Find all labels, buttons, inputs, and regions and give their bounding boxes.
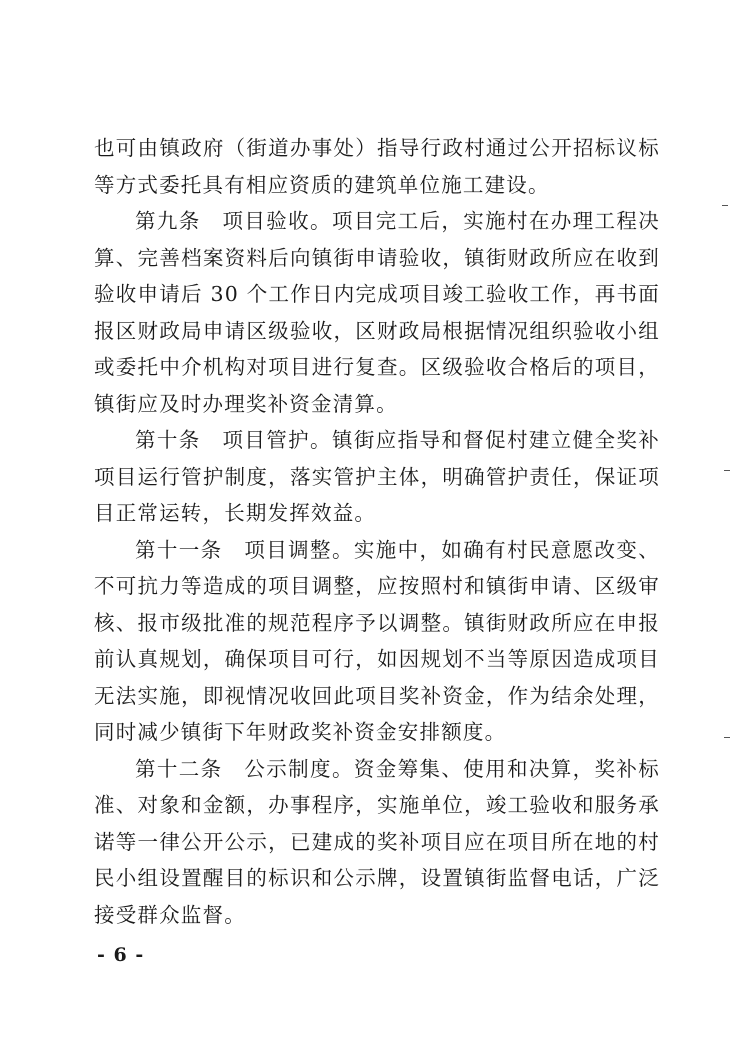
paragraph-article-12: 第十二条 公示制度。资金筹集、使用和决算，奖补标准、对象和金额，办事程序，实施单位，竣工验收和服务承诺等一律公开公示，已建成的奖补项目应在项目所在地的村民小组设置醒目的标识和公示牌，设置镇街监督电话，广泛接受群众监督。 [94,756,660,927]
paragraph-article-9: 第九条 项目验收。项目完工后，实施村在办理工程决算、完善档案资料后向镇街申请验收，镇街财政所应在收到验收申请后 30 个工作日内完成项目竣工验收工作，再书面报区财政局申请区级验收，区财政局根据情况组织验收小组或委托中介机构对项目进行复查。区级验收合格后的项目，镇街应及时办理奖补资金清算。 [94,209,660,416]
scan-mark [724,737,730,738]
paragraph-article-11: 第十一条 项目调整。实施中，如确有村民意愿改变、不可抗力等造成的项目调整，应按照村和镇街申请、区级审核、报市级批准的规范程序予以调整。镇街财政所应在申报前认真规划，确保项目可行，如因规划不当等原因造成项目无法实施，即视情况收回此项目奖补资金，作为结余处理，同时减少镇街下年财政奖补资金安排额度。 [94,537,660,744]
paragraph-article-10: 第十条 项目管护。镇街应指导和督促村建立健全奖补项目运行管护制度，落实管护主体，明确管护责任，保证项目正常运转，长期发挥效益。 [94,428,660,525]
scan-mark [722,205,728,206]
page-number: - 6 - [97,944,145,966]
scan-mark [724,470,730,471]
body-text [94,130,660,933]
paragraph-continued: 也可由镇政府（街道办事处）指导行政村通过公开招标议标等方式委托具有相应资质的建筑单位施工建设。 [94,136,660,197]
